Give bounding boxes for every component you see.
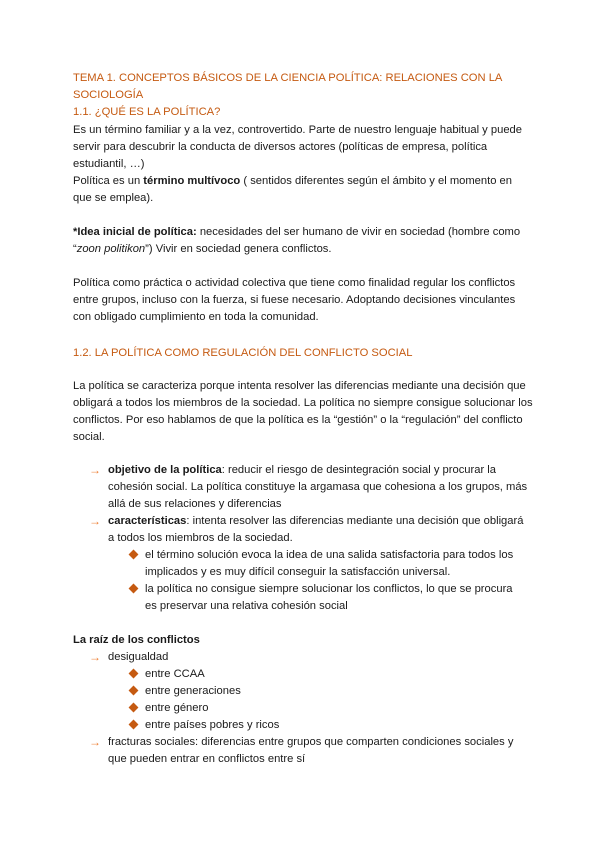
sub-item-generaciones: entre generaciones [145, 685, 241, 697]
bullet-objetivo [108, 462, 528, 513]
bullet-caracteristicas-text: : intenta resolver las diferencias mediante una decisión que obligará a todos los miembros de la sociedad. [108, 515, 524, 544]
roots-heading: La raíz de los conflictos [73, 634, 200, 646]
section-heading-1-2: 1.2. LA POLÍTICA COMO REGULACIÓN DEL CONFLICTO SOCIAL [73, 347, 413, 359]
bullet-caracteristicas [108, 513, 528, 547]
diamond-bullet-icon [129, 720, 139, 730]
diamond-bullet-icon [129, 584, 139, 594]
diamond-bullet-icon [129, 703, 139, 713]
bullet-objetivo-text: : reducir el riesgo de desintegración social y procurar la cohesión social. La política constituye la argamasa que cohesiona a los grupos, más allá de sus relaciones y diferencias [108, 464, 528, 510]
sub-item-ccaa: entre CCAA [145, 668, 205, 680]
diamond-bullet-icon [129, 669, 139, 679]
paragraph-4: Política como práctica o actividad colectiva que tiene como finalidad regular los conflictos entre grupos, incluso con la fuerza, si fuese necesario. Adoptando decisiones vinculantes con obligado cumplimiento en toda la comunidad. [73, 277, 516, 323]
paragraph-1: Es un término familiar y a la vez, controvertido. Parte de nuestro lenguaje habitual y puede servir para descubrir la conducta de diversos actores (políticas de empresa, política estudiantil, …) [73, 124, 522, 170]
p2-text-a: Política es un [73, 175, 144, 187]
document-title: TEMA 1. CONCEPTOS BÁSICOS DE LA CIENCIA POLÍTICA: RELACIONES CON LA SOCIOLOGÍA [73, 72, 502, 101]
sub-item-paises: entre países pobres y ricos [145, 719, 280, 731]
paragraph-3 [73, 224, 533, 258]
p2-text-c: ( sentidos diferentes según el ámbito y el momento en que se emplea). [73, 175, 513, 204]
bullet-objetivo-label: objetivo de la política [108, 464, 222, 476]
sub-bullet-cohesion: la política no consigue siempre solucionar los conflictos, lo que se procura es preservar una relativa cohesión social [145, 583, 513, 612]
section-heading-1-1: 1.1. ¿QUÉ ES LA POLÍTICA? [73, 106, 221, 118]
diamond-bullet-icon [129, 686, 139, 696]
p3-text-d: ”) Vivir en sociedad genera conflictos. [145, 243, 332, 255]
sub-item-genero: entre género [145, 702, 209, 714]
paragraph-2 [73, 173, 533, 207]
arrow-icon: → [89, 650, 101, 664]
p2-bold: término multívoco [143, 175, 241, 187]
arrow-icon: → [89, 514, 101, 528]
bullet-caracteristicas-label: características [108, 515, 187, 527]
p3-italic: zoon politikon [76, 243, 146, 255]
diamond-bullet-icon [129, 550, 139, 560]
p3-bold: *Idea inicial de política: [73, 226, 197, 238]
sub-bullet-solucion: el término solución evoca la idea de una salida satisfactoria para todos los implicados y es muy difícil conseguir la satisfacción universal. [145, 549, 514, 578]
p3-text-b: necesidades del ser humano de vivir en sociedad (hombre como “ [73, 226, 521, 255]
item-fracturas-sociales: fracturas sociales: diferencias entre grupos que comparten condiciones sociales y que pueden entrar en conflictos entre sí [108, 736, 514, 765]
arrow-icon: → [89, 735, 101, 749]
item-desigualdad: desigualdad [108, 651, 169, 663]
paragraph-5: La política se caracteriza porque intenta resolver las diferencias mediante una decisión que obligará a todos los miembros de la sociedad. La política no siempre consigue solucionar los conflictos. Por eso hablamos de que la política es la “gestión” o la “regulación” del conflicto social. [73, 380, 533, 443]
arrow-icon: → [89, 463, 101, 477]
